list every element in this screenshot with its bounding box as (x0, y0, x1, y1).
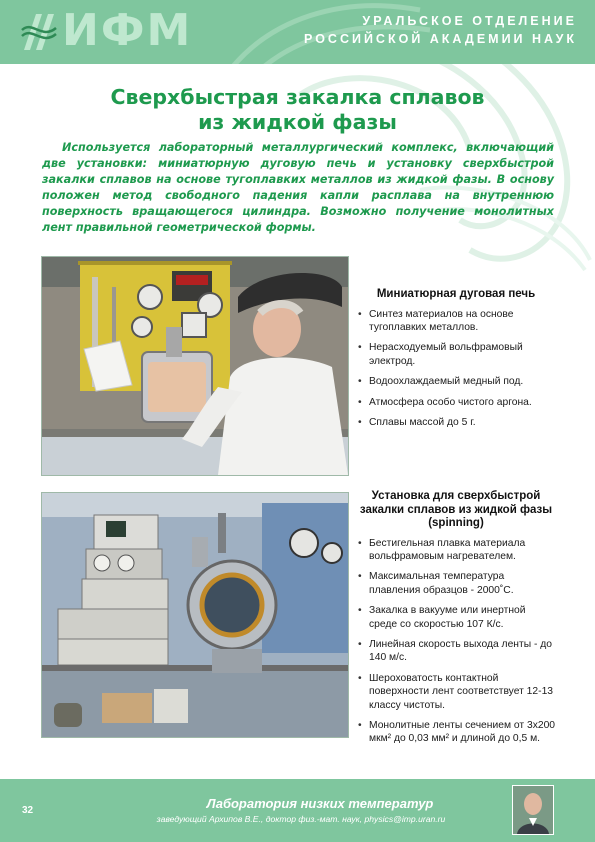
logo-mark-icon (18, 10, 58, 52)
spinning-heading: Установка для сверхбыстрой закалки сплавов из жидкой фазы (spinning) (359, 490, 553, 529)
list-item: • Сплавы массой до 5 г. (356, 416, 556, 429)
list-item: • Шероховатость контактной поверхности лент соответствует 12-13 классу чистоты. (356, 672, 556, 712)
spinning-section (356, 490, 556, 753)
list-item: • Линейная скорость выхода ленты - до 140 м/с. (356, 638, 556, 665)
title-line-1: Сверхбыстрая закалка сплавов (110, 85, 485, 109)
page-number: 32 (22, 805, 34, 816)
spinning-installation-photo (41, 492, 349, 738)
logo-text: ИФМ (62, 5, 193, 56)
arc-furnace-heading: Миниатюрная дуговая печь (376, 288, 536, 300)
list-item: • Атмосфера особо чистого аргона. (356, 396, 556, 409)
list-item: • Монолитные ленты сечением от 3х200 мкм² до 0,03 мм² и длиной до 0,5 м. (356, 719, 556, 746)
list-item: • Синтез материалов на основе тугоплавких металлов. (356, 308, 556, 335)
organization-name (304, 12, 577, 48)
list-item: • Водоохлаждаемый медный под. (356, 375, 556, 388)
list-item: • Максимальная температура плавления образцов - 2000˚С. (356, 570, 556, 597)
page-header (0, 0, 595, 64)
lab-head: заведующий Архипов В.Е., доктор физ.-мат. наук, physics@imp.uran.ru (156, 814, 446, 824)
list-item: • Нерасходуемый вольфрамовый электрод. (356, 341, 556, 368)
arc-furnace-photo (41, 256, 349, 476)
ifm-logo (18, 5, 193, 56)
lab-name: Лаборатория низких температур (206, 796, 434, 811)
list-item: • Бестигельная плавка материала вольфрамовым нагревателем. (356, 537, 556, 564)
org-line-1: УРАЛЬСКОЕ ОТДЕЛЕНИЕ (362, 14, 577, 28)
arc-furnace-list (356, 308, 556, 430)
page-title (0, 85, 595, 135)
org-line-2: РОССИЙСКОЙ АКАДЕМИИ НАУК (304, 32, 577, 46)
title-line-2: из жидкой фазы (198, 110, 397, 134)
head-portrait-photo (512, 785, 554, 835)
intro-paragraph: Используется лабораторный металлургический комплекс, включающий две установки: миниатюрную дуговую печь и установку сверхбыстрой закалки сплавов на основе тугоплавких металлов из жидкой фазы. В основу положен метод свободного падения капли расплава на внутреннюю поверхность вращающегося цилиндра. Возможно получение монолитных лент правильной геометрической формы. (42, 141, 554, 234)
spinning-list (356, 537, 556, 746)
list-item: • Закалка в вакууме или инертной среде со скоростью 107 К/с. (356, 604, 556, 631)
arc-furnace-section (356, 288, 556, 436)
